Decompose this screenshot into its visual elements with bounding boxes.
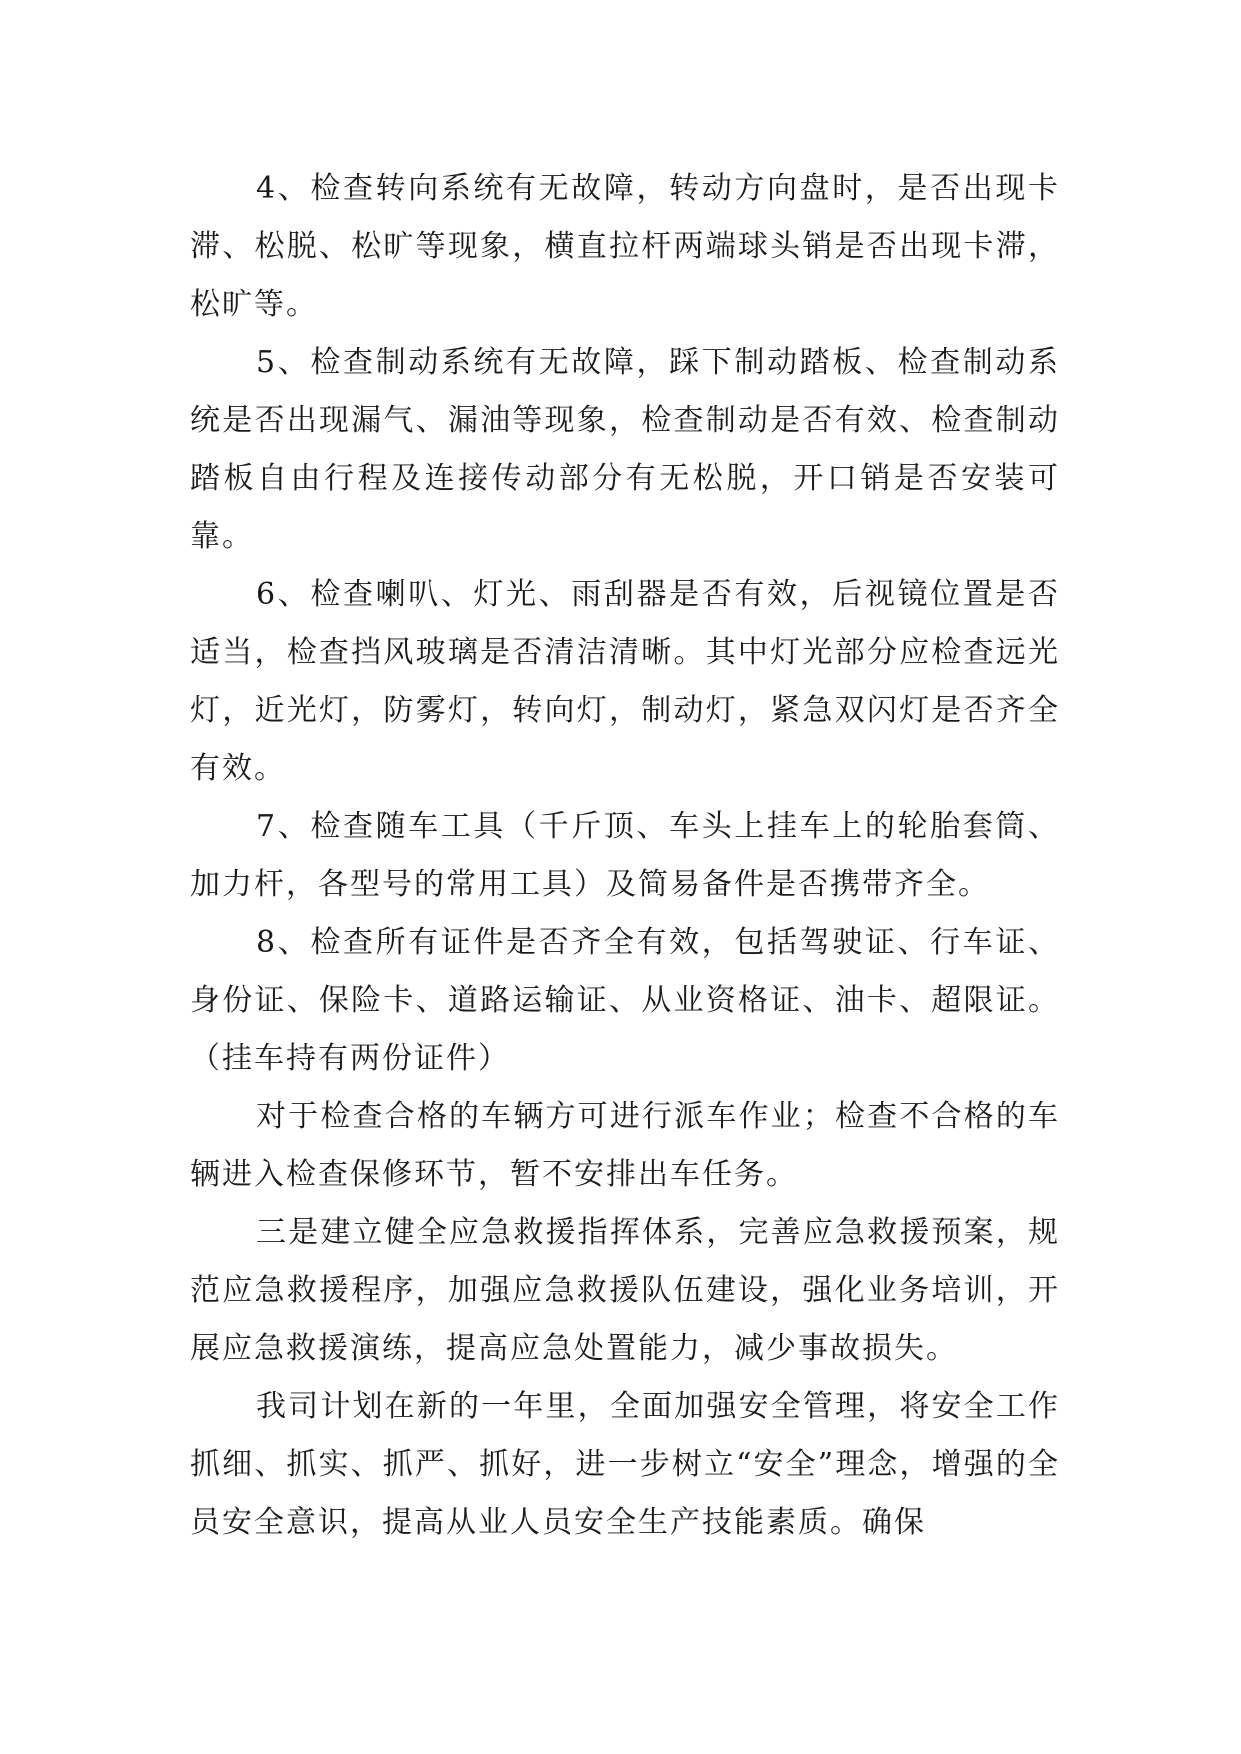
paragraph-lights-check: 6、检查喇叭、灯光、雨刮器是否有效，后视镜位置是否适当，检查挡风玻璃是否清洁清晰。其中灯光部分应检查远光灯，近光灯，防雾灯，转向灯，制动灯，紧急双闪灯是否齐全有效。 [190,577,1060,786]
paragraph-tools-check: 7、检查随车工具（千斤顶、车头上挂车上的轮胎套筒、加力杆，各型号的常用工具）及简易备件是否携带齐全。 [190,809,1060,902]
paragraph-documents-check: 8、检查所有证件是否齐全有效，包括驾驶证、行车证、身份证、保险卡、道路运输证、从业资格证、油卡、超限证。（挂车持有两份证件） [190,925,1060,1076]
paragraph-brake-check: 5、检查制动系统有无故障，踩下制动踏板、检查制动系统是否出现漏气、漏油等现象，检查制动是否有效、检查制动踏板自由行程及连接传动部分有无松脱，开口销是否安装可靠。 [190,345,1060,554]
document-body [190,160,1060,1552]
paragraph-annual-plan: 我司计划在新的一年里，全面加强安全管理，将安全工作抓细、抓实、抓严、抓好，进一步树立“安全”理念，增强的全员安全意识，提高从业人员安全生产技能素质。确保 [190,1389,1060,1540]
paragraph-steering-check: 4、检查转向系统有无故障，转动方向盘时，是否出现卡滞、松脱、松旷等现象，横直拉杆两端球头销是否出现卡滞，松旷等。 [190,171,1060,322]
paragraph-dispatch-rule: 对于检查合格的车辆方可进行派车作业；检查不合格的车辆进入检查保修环节，暂不安排出车任务。 [190,1099,1060,1192]
paragraph-emergency-system: 三是建立健全应急救援指挥体系，完善应急救援预案，规范应急救援程序，加强应急救援队伍建设，强化业务培训，开展应急救援演练，提高应急处置能力，减少事故损失。 [190,1215,1060,1366]
